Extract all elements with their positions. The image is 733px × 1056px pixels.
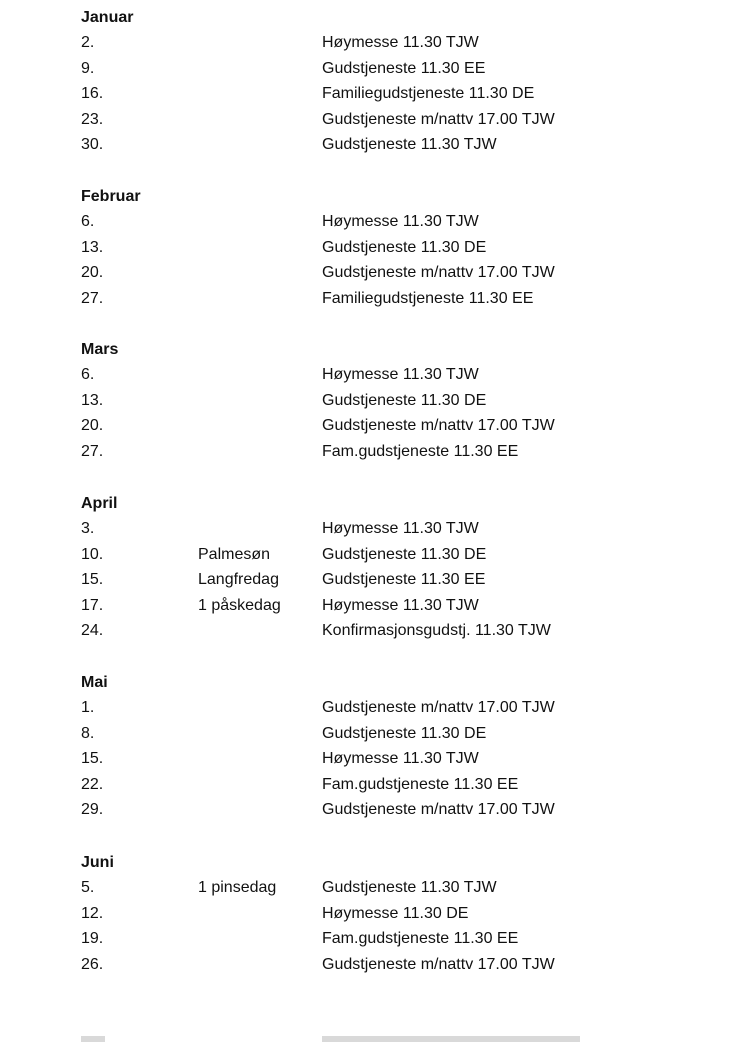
occasion-cell: 1 påskedag bbox=[198, 596, 281, 614]
cut-off-date-fragment bbox=[81, 1036, 105, 1042]
schedule-row bbox=[81, 596, 681, 622]
date-cell: 10. bbox=[81, 545, 104, 563]
service-cell: Høymesse 11.30 TJW bbox=[322, 366, 479, 383]
month-section-mars bbox=[81, 340, 681, 467]
schedule-row bbox=[81, 878, 681, 904]
month-title: Juni bbox=[81, 854, 114, 871]
service-cell: Gudstjeneste 11.30 TJW bbox=[322, 136, 497, 153]
schedule-row bbox=[81, 135, 681, 161]
date-cell: 12. bbox=[81, 904, 104, 922]
schedule-row bbox=[81, 800, 681, 826]
schedule-row bbox=[81, 698, 681, 724]
schedule-row bbox=[81, 545, 681, 571]
schedule-row bbox=[81, 263, 681, 289]
service-cell: Høymesse 11.30 TJW bbox=[322, 520, 479, 537]
service-cell: Gudstjeneste m/nattv 17.00 TJW bbox=[322, 699, 555, 716]
schedule-row bbox=[81, 391, 681, 417]
date-cell: 30. bbox=[81, 136, 104, 153]
service-cell: Fam.gudstjeneste 11.30 EE bbox=[322, 442, 519, 460]
date-cell: 26. bbox=[81, 955, 104, 973]
date-cell: 9. bbox=[81, 59, 95, 77]
month-section-mai bbox=[81, 673, 681, 826]
date-cell: 22. bbox=[81, 775, 104, 793]
date-cell: 8. bbox=[81, 724, 95, 742]
service-cell: Høymesse 11.30 DE bbox=[322, 904, 469, 922]
month-title: Januar bbox=[81, 9, 134, 26]
service-cell: Gudstjeneste m/nattv 17.00 TJW bbox=[322, 417, 555, 434]
schedule-row bbox=[81, 365, 681, 391]
service-cell: Høymesse 11.30 TJW bbox=[322, 34, 479, 51]
month-title: Mars bbox=[81, 341, 119, 358]
service-cell: Gudstjeneste m/nattv 17.00 TJW bbox=[322, 955, 555, 973]
service-cell: Gudstjeneste 11.30 DE bbox=[322, 391, 487, 409]
month-section-juni bbox=[81, 853, 681, 980]
service-cell: Fam.gudstjeneste 11.30 EE bbox=[322, 775, 519, 793]
schedule-row bbox=[81, 775, 681, 801]
service-cell: Høymesse 11.30 TJW bbox=[322, 596, 479, 614]
schedule-row bbox=[81, 110, 681, 136]
schedule-row bbox=[81, 955, 681, 981]
date-cell: 1. bbox=[81, 699, 95, 716]
date-cell: 20. bbox=[81, 417, 104, 434]
date-cell: 13. bbox=[81, 391, 104, 409]
schedule-row bbox=[81, 749, 681, 775]
date-cell: 29. bbox=[81, 801, 104, 818]
schedule-row bbox=[81, 724, 681, 750]
schedule-row bbox=[81, 289, 681, 315]
date-cell: 19. bbox=[81, 930, 104, 947]
occasion-cell: Palmesøn bbox=[198, 545, 271, 563]
month-title: April bbox=[81, 495, 118, 512]
schedule-row bbox=[81, 238, 681, 264]
service-cell: Gudstjeneste m/nattv 17.00 TJW bbox=[322, 110, 555, 128]
date-cell: 23. bbox=[81, 110, 104, 128]
schedule-row bbox=[81, 621, 681, 647]
month-title: Februar bbox=[81, 188, 141, 205]
service-cell: Gudstjeneste 11.30 EE bbox=[322, 571, 486, 588]
service-cell: Gudstjeneste 11.30 DE bbox=[322, 724, 487, 742]
date-cell: 6. bbox=[81, 366, 95, 383]
service-cell: Familiegudstjeneste 11.30 DE bbox=[322, 85, 535, 102]
service-cell: Gudstjeneste 11.30 EE bbox=[322, 59, 486, 77]
date-cell: 6. bbox=[81, 213, 95, 230]
date-cell: 15. bbox=[81, 750, 104, 767]
service-cell: Gudstjeneste 11.30 DE bbox=[322, 545, 487, 563]
schedule-row bbox=[81, 84, 681, 110]
date-cell: 27. bbox=[81, 289, 104, 307]
month-section-februar bbox=[81, 187, 681, 314]
schedule-row bbox=[81, 416, 681, 442]
date-cell: 16. bbox=[81, 85, 104, 102]
date-cell: 3. bbox=[81, 520, 95, 537]
cut-off-service-fragment bbox=[322, 1036, 580, 1042]
schedule-row bbox=[81, 33, 681, 59]
date-cell: 2. bbox=[81, 34, 95, 51]
month-section-april bbox=[81, 494, 681, 647]
service-cell: Høymesse 11.30 TJW bbox=[322, 213, 479, 230]
service-cell: Gudstjeneste m/nattv 17.00 TJW bbox=[322, 264, 555, 281]
schedule-row bbox=[81, 519, 681, 545]
date-cell: 24. bbox=[81, 622, 104, 639]
date-cell: 13. bbox=[81, 238, 104, 256]
service-cell: Konfirmasjonsgudstj. 11.30 TJW bbox=[322, 622, 551, 639]
date-cell: 17. bbox=[81, 596, 104, 614]
month-title: Mai bbox=[81, 674, 108, 691]
month-section-januar bbox=[81, 8, 681, 161]
date-cell: 20. bbox=[81, 264, 104, 281]
schedule-row bbox=[81, 929, 681, 955]
service-cell: Høymesse 11.30 TJW bbox=[322, 750, 479, 767]
service-cell: Fam.gudstjeneste 11.30 EE bbox=[322, 930, 519, 947]
date-cell: 27. bbox=[81, 442, 104, 460]
schedule-row bbox=[81, 59, 681, 85]
date-cell: 5. bbox=[81, 879, 95, 896]
schedule-row bbox=[81, 212, 681, 238]
service-cell: Gudstjeneste 11.30 TJW bbox=[322, 879, 497, 896]
service-cell: Familiegudstjeneste 11.30 EE bbox=[322, 289, 534, 307]
schedule-row bbox=[81, 570, 681, 596]
schedule-row bbox=[81, 442, 681, 468]
service-cell: Gudstjeneste m/nattv 17.00 TJW bbox=[322, 801, 555, 818]
occasion-cell: 1 pinsedag bbox=[198, 879, 277, 896]
service-cell: Gudstjeneste 11.30 DE bbox=[322, 238, 487, 256]
date-cell: 15. bbox=[81, 571, 104, 588]
cut-off-next-row bbox=[0, 1036, 733, 1056]
schedule-row bbox=[81, 904, 681, 930]
occasion-cell: Langfredag bbox=[198, 571, 279, 588]
